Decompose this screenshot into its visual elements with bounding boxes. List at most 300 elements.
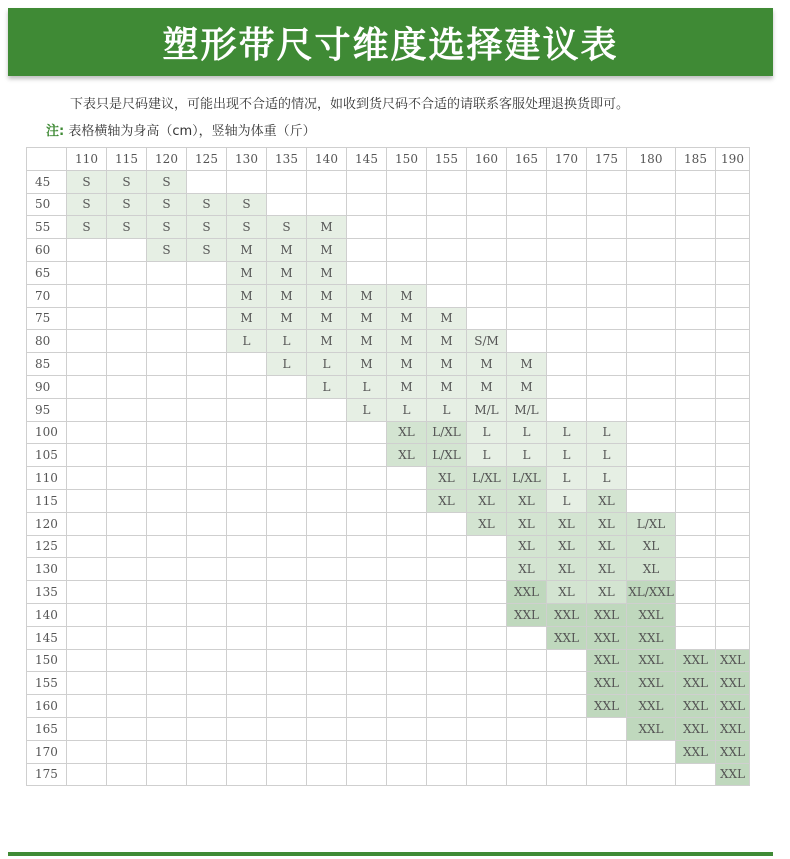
- empty-cell: [147, 649, 187, 672]
- empty-cell: [67, 398, 107, 421]
- empty-cell: [187, 763, 227, 786]
- empty-cell: [147, 284, 187, 307]
- empty-cell: [427, 261, 467, 284]
- empty-cell: [267, 193, 307, 216]
- empty-cell: [307, 398, 347, 421]
- size-cell: L: [387, 398, 427, 421]
- weight-label-cell: 110: [27, 467, 67, 490]
- empty-cell: [67, 261, 107, 284]
- empty-cell: [627, 421, 676, 444]
- empty-cell: [147, 695, 187, 718]
- empty-cell: [627, 353, 676, 376]
- empty-cell: [147, 672, 187, 695]
- empty-cell: [547, 330, 587, 353]
- empty-cell: [147, 740, 187, 763]
- empty-cell: [347, 603, 387, 626]
- empty-cell: [267, 489, 307, 512]
- empty-cell: [427, 626, 467, 649]
- empty-cell: [676, 626, 716, 649]
- empty-cell: [147, 535, 187, 558]
- size-cell: XL: [547, 581, 587, 604]
- size-cell: S: [187, 193, 227, 216]
- empty-cell: [547, 375, 587, 398]
- empty-cell: [267, 717, 307, 740]
- empty-cell: [347, 193, 387, 216]
- empty-cell: [107, 626, 147, 649]
- empty-cell: [187, 489, 227, 512]
- empty-cell: [187, 421, 227, 444]
- size-cell: XXL: [676, 717, 716, 740]
- empty-cell: [587, 330, 627, 353]
- empty-cell: [347, 489, 387, 512]
- empty-cell: [387, 535, 427, 558]
- height-header-row: [27, 148, 750, 171]
- empty-cell: [227, 740, 267, 763]
- height-header-cell: 140: [307, 148, 347, 171]
- weight-label-cell: 135: [27, 581, 67, 604]
- weight-label-cell: 90: [27, 375, 67, 398]
- empty-cell: [187, 170, 227, 193]
- size-cell: XXL: [676, 740, 716, 763]
- empty-cell: [187, 467, 227, 490]
- empty-cell: [307, 535, 347, 558]
- empty-cell: [347, 512, 387, 535]
- empty-cell: [147, 581, 187, 604]
- size-cell: M: [307, 261, 347, 284]
- size-cell: S: [147, 216, 187, 239]
- height-header-cell: 125: [187, 148, 227, 171]
- size-cell: L: [467, 421, 507, 444]
- size-cell: M: [467, 375, 507, 398]
- empty-cell: [347, 649, 387, 672]
- size-cell: M: [387, 330, 427, 353]
- empty-cell: [676, 763, 716, 786]
- empty-cell: [107, 239, 147, 262]
- empty-cell: [227, 626, 267, 649]
- empty-cell: [467, 307, 507, 330]
- empty-cell: [267, 170, 307, 193]
- size-cell: M: [307, 307, 347, 330]
- empty-cell: [507, 330, 547, 353]
- empty-cell: [307, 581, 347, 604]
- table-row: [27, 512, 750, 535]
- empty-cell: [716, 375, 750, 398]
- empty-cell: [427, 672, 467, 695]
- empty-cell: [467, 558, 507, 581]
- empty-cell: [676, 307, 716, 330]
- table-row: [27, 626, 750, 649]
- empty-cell: [187, 672, 227, 695]
- size-cell: L: [267, 330, 307, 353]
- empty-cell: [187, 353, 227, 376]
- weight-label-cell: 65: [27, 261, 67, 284]
- size-cell: L: [467, 444, 507, 467]
- empty-cell: [307, 740, 347, 763]
- empty-cell: [267, 467, 307, 490]
- empty-cell: [347, 626, 387, 649]
- weight-label-cell: 140: [27, 603, 67, 626]
- empty-cell: [587, 763, 627, 786]
- empty-cell: [67, 672, 107, 695]
- size-cell: XXL: [716, 763, 750, 786]
- weight-label-cell: 105: [27, 444, 67, 467]
- empty-cell: [676, 421, 716, 444]
- empty-cell: [467, 239, 507, 262]
- height-header-cell: 110: [67, 148, 107, 171]
- empty-cell: [187, 284, 227, 307]
- empty-cell: [467, 672, 507, 695]
- empty-cell: [507, 239, 547, 262]
- size-cell: M: [307, 284, 347, 307]
- size-cell: M: [307, 239, 347, 262]
- empty-cell: [676, 467, 716, 490]
- size-cell: S: [187, 239, 227, 262]
- height-header-cell: 150: [387, 148, 427, 171]
- weight-label-cell: 125: [27, 535, 67, 558]
- empty-cell: [267, 581, 307, 604]
- size-cell: M: [347, 330, 387, 353]
- empty-cell: [427, 717, 467, 740]
- size-cell: M: [467, 353, 507, 376]
- height-header-cell: 135: [267, 148, 307, 171]
- size-cell: S/M: [467, 330, 507, 353]
- size-cell: S: [227, 216, 267, 239]
- empty-cell: [67, 763, 107, 786]
- empty-cell: [716, 603, 750, 626]
- size-cell: XXL: [716, 695, 750, 718]
- size-cell: M: [267, 261, 307, 284]
- empty-cell: [427, 558, 467, 581]
- size-cell: XXL: [627, 626, 676, 649]
- weight-label-cell: 95: [27, 398, 67, 421]
- size-cell: M: [427, 307, 467, 330]
- empty-cell: [67, 649, 107, 672]
- empty-cell: [467, 535, 507, 558]
- empty-cell: [427, 512, 467, 535]
- size-cell: M: [347, 307, 387, 330]
- empty-cell: [147, 489, 187, 512]
- empty-cell: [347, 581, 387, 604]
- size-cell: L: [307, 353, 347, 376]
- empty-cell: [716, 216, 750, 239]
- empty-cell: [147, 512, 187, 535]
- empty-cell: [187, 307, 227, 330]
- table-row: [27, 717, 750, 740]
- table-row: [27, 444, 750, 467]
- empty-cell: [427, 170, 467, 193]
- empty-cell: [107, 330, 147, 353]
- empty-cell: [427, 740, 467, 763]
- empty-cell: [347, 444, 387, 467]
- empty-cell: [387, 558, 427, 581]
- empty-cell: [107, 307, 147, 330]
- empty-cell: [627, 239, 676, 262]
- size-cell: XXL: [627, 603, 676, 626]
- size-cell: XL: [467, 489, 507, 512]
- height-header-cell: 120: [147, 148, 187, 171]
- size-cell: L: [587, 444, 627, 467]
- size-cell: XXL: [587, 672, 627, 695]
- size-cell: S: [67, 216, 107, 239]
- empty-cell: [676, 444, 716, 467]
- size-cell: M: [267, 239, 307, 262]
- empty-cell: [147, 261, 187, 284]
- empty-cell: [347, 535, 387, 558]
- size-cell: XL: [507, 512, 547, 535]
- table-row: [27, 489, 750, 512]
- empty-cell: [187, 558, 227, 581]
- size-cell: M: [427, 353, 467, 376]
- empty-cell: [587, 193, 627, 216]
- table-row: [27, 740, 750, 763]
- table-row: [27, 261, 750, 284]
- size-cell: XL: [387, 421, 427, 444]
- empty-cell: [107, 558, 147, 581]
- empty-cell: [507, 672, 547, 695]
- empty-cell: [267, 444, 307, 467]
- empty-cell: [227, 535, 267, 558]
- empty-cell: [307, 717, 347, 740]
- empty-cell: [627, 489, 676, 512]
- empty-cell: [507, 284, 547, 307]
- empty-cell: [587, 717, 627, 740]
- weight-label-cell: 130: [27, 558, 67, 581]
- empty-cell: [227, 375, 267, 398]
- empty-cell: [187, 581, 227, 604]
- empty-cell: [547, 353, 587, 376]
- empty-cell: [587, 261, 627, 284]
- empty-cell: [67, 467, 107, 490]
- empty-cell: [387, 193, 427, 216]
- table-row: [27, 535, 750, 558]
- bottom-divider: [8, 852, 773, 856]
- empty-cell: [107, 284, 147, 307]
- empty-cell: [227, 444, 267, 467]
- empty-cell: [67, 695, 107, 718]
- size-cell: XXL: [547, 603, 587, 626]
- size-cell: M: [347, 284, 387, 307]
- empty-cell: [67, 626, 107, 649]
- empty-cell: [467, 581, 507, 604]
- table-row: [27, 558, 750, 581]
- size-chart-table: [26, 147, 750, 786]
- empty-cell: [267, 740, 307, 763]
- size-cell: L: [587, 421, 627, 444]
- size-cell: L: [227, 330, 267, 353]
- empty-cell: [187, 740, 227, 763]
- empty-cell: [147, 467, 187, 490]
- empty-cell: [347, 672, 387, 695]
- empty-cell: [387, 740, 427, 763]
- height-header-cell: 190: [716, 148, 750, 171]
- height-header-cell: 185: [676, 148, 716, 171]
- size-cell: XL: [587, 512, 627, 535]
- size-cell: M: [427, 375, 467, 398]
- table-row: [27, 353, 750, 376]
- height-header-cell: 115: [107, 148, 147, 171]
- empty-cell: [427, 239, 467, 262]
- empty-cell: [307, 489, 347, 512]
- size-cell: S: [67, 170, 107, 193]
- size-cell: L: [547, 467, 587, 490]
- empty-cell: [67, 740, 107, 763]
- size-cell: S: [67, 193, 107, 216]
- empty-cell: [347, 717, 387, 740]
- empty-cell: [676, 375, 716, 398]
- axis-tip: [46, 120, 316, 139]
- empty-cell: [67, 375, 107, 398]
- size-cell: M: [227, 307, 267, 330]
- tip-text: 表格横轴为身高（cm），竖轴为体重（斤）: [68, 124, 316, 139]
- empty-cell: [267, 421, 307, 444]
- size-cell: XL: [587, 558, 627, 581]
- empty-cell: [107, 649, 147, 672]
- empty-cell: [307, 512, 347, 535]
- empty-cell: [227, 489, 267, 512]
- size-cell: L: [547, 489, 587, 512]
- size-cell: XL: [627, 558, 676, 581]
- empty-cell: [467, 216, 507, 239]
- size-cell: L: [347, 398, 387, 421]
- empty-cell: [716, 353, 750, 376]
- empty-cell: [716, 307, 750, 330]
- empty-cell: [427, 603, 467, 626]
- table-row: [27, 421, 750, 444]
- table-row: [27, 170, 750, 193]
- empty-cell: [347, 261, 387, 284]
- empty-cell: [67, 512, 107, 535]
- empty-cell: [107, 489, 147, 512]
- size-cell: S: [227, 193, 267, 216]
- empty-cell: [307, 467, 347, 490]
- size-cell: L: [587, 467, 627, 490]
- empty-cell: [107, 535, 147, 558]
- empty-cell: [107, 763, 147, 786]
- weight-label-cell: 50: [27, 193, 67, 216]
- table-row: [27, 193, 750, 216]
- empty-cell: [387, 261, 427, 284]
- empty-cell: [107, 444, 147, 467]
- size-cell: S: [107, 216, 147, 239]
- empty-cell: [307, 193, 347, 216]
- weight-label-cell: 150: [27, 649, 67, 672]
- empty-cell: [187, 375, 227, 398]
- corner-cell: [27, 148, 67, 171]
- empty-cell: [227, 717, 267, 740]
- size-cell: L/XL: [507, 467, 547, 490]
- size-cell: XXL: [587, 603, 627, 626]
- size-cell: XL: [547, 558, 587, 581]
- empty-cell: [716, 444, 750, 467]
- table-row: [27, 649, 750, 672]
- size-cell: XXL: [716, 740, 750, 763]
- weight-label-cell: 60: [27, 239, 67, 262]
- empty-cell: [387, 672, 427, 695]
- weight-label-cell: 120: [27, 512, 67, 535]
- size-cell: M: [427, 330, 467, 353]
- table-row: [27, 763, 750, 786]
- size-cell: M: [267, 284, 307, 307]
- empty-cell: [587, 307, 627, 330]
- empty-cell: [307, 444, 347, 467]
- size-cell: M: [227, 284, 267, 307]
- empty-cell: [267, 375, 307, 398]
- empty-cell: [387, 649, 427, 672]
- empty-cell: [267, 512, 307, 535]
- empty-cell: [427, 649, 467, 672]
- empty-cell: [547, 307, 587, 330]
- weight-label-cell: 155: [27, 672, 67, 695]
- empty-cell: [267, 695, 307, 718]
- empty-cell: [187, 398, 227, 421]
- empty-cell: [507, 695, 547, 718]
- size-cell: XL/XXL: [627, 581, 676, 604]
- empty-cell: [547, 193, 587, 216]
- size-cell: XXL: [676, 695, 716, 718]
- size-cell: XXL: [627, 672, 676, 695]
- size-cell: L/XL: [427, 421, 467, 444]
- empty-cell: [716, 170, 750, 193]
- empty-cell: [267, 558, 307, 581]
- empty-cell: [147, 307, 187, 330]
- size-cell: XXL: [587, 649, 627, 672]
- empty-cell: [507, 740, 547, 763]
- size-cell: L: [347, 375, 387, 398]
- empty-cell: [547, 695, 587, 718]
- empty-cell: [307, 626, 347, 649]
- size-cell: M: [227, 239, 267, 262]
- empty-cell: [227, 581, 267, 604]
- size-cell: M/L: [507, 398, 547, 421]
- height-header-cell: 170: [547, 148, 587, 171]
- empty-cell: [147, 717, 187, 740]
- empty-cell: [227, 421, 267, 444]
- page-title: 塑形带尺寸维度选择建议表: [162, 24, 619, 66]
- empty-cell: [147, 398, 187, 421]
- empty-cell: [716, 535, 750, 558]
- empty-cell: [147, 330, 187, 353]
- weight-label-cell: 100: [27, 421, 67, 444]
- empty-cell: [547, 740, 587, 763]
- empty-cell: [187, 535, 227, 558]
- empty-cell: [147, 444, 187, 467]
- empty-cell: [587, 398, 627, 421]
- empty-cell: [676, 193, 716, 216]
- empty-cell: [627, 740, 676, 763]
- empty-cell: [716, 512, 750, 535]
- empty-cell: [387, 216, 427, 239]
- size-cell: XL: [507, 489, 547, 512]
- empty-cell: [467, 649, 507, 672]
- empty-cell: [676, 581, 716, 604]
- size-cell: XL: [507, 558, 547, 581]
- size-cell: M: [307, 330, 347, 353]
- empty-cell: [347, 216, 387, 239]
- table-row: [27, 581, 750, 604]
- empty-cell: [716, 558, 750, 581]
- size-cell: XL: [587, 535, 627, 558]
- empty-cell: [427, 581, 467, 604]
- size-cell: L/XL: [467, 467, 507, 490]
- empty-cell: [107, 695, 147, 718]
- table-row: [27, 695, 750, 718]
- table-row: [27, 672, 750, 695]
- size-cell: XXL: [627, 695, 676, 718]
- empty-cell: [107, 740, 147, 763]
- size-cell: XL: [627, 535, 676, 558]
- height-header-cell: 145: [347, 148, 387, 171]
- empty-cell: [716, 421, 750, 444]
